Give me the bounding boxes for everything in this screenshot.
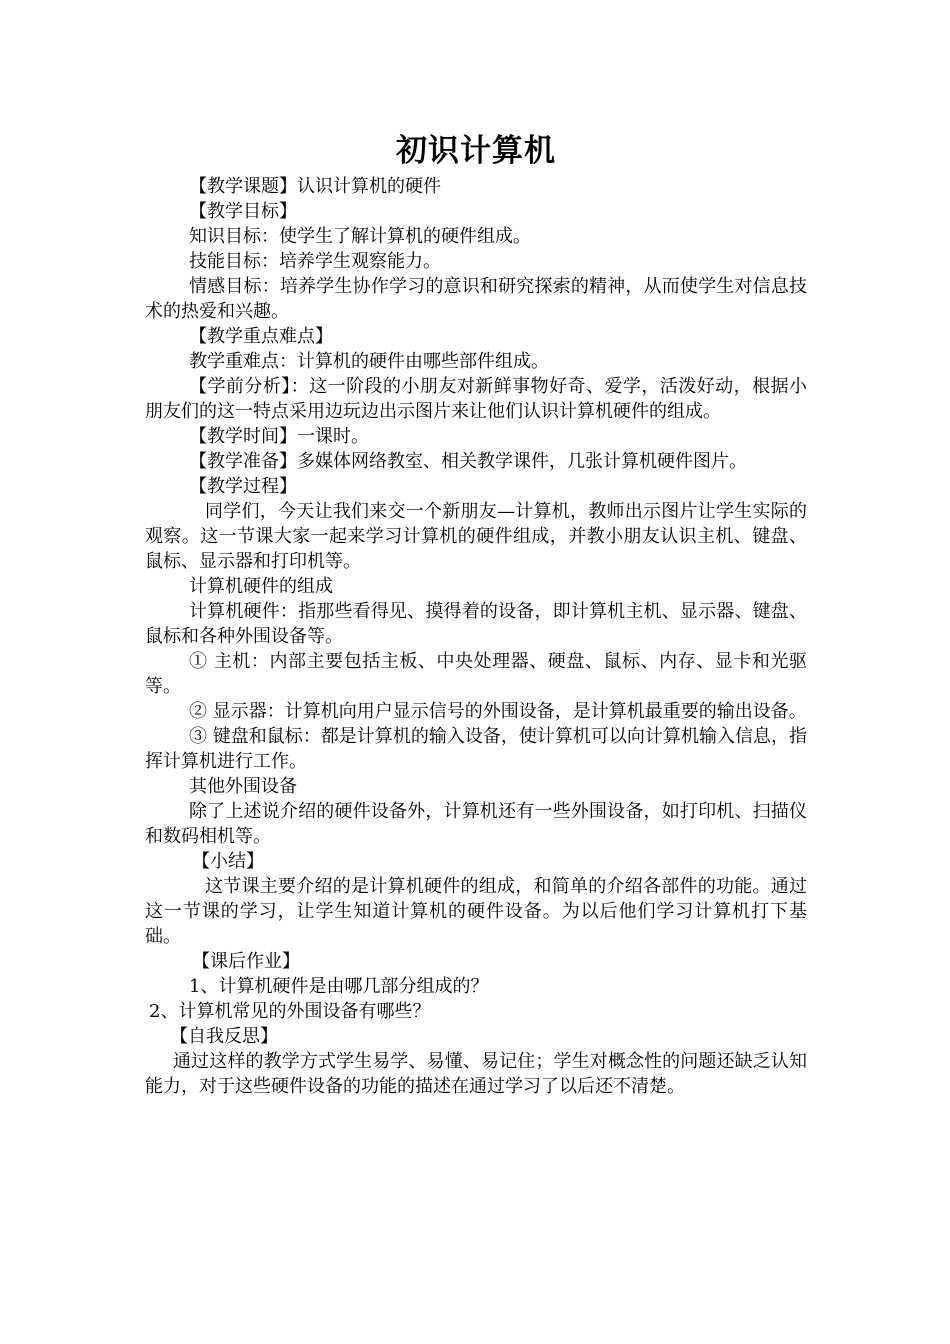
peripherals-heading: 其他外围设备 [189,776,297,797]
hardware-composition-heading: 计算机硬件的组成 [189,576,333,597]
peripherals-text: 除了上述说介绍的硬件设备外，计算机还有一些外围设备，如打印机、扫描仪和数码相机等。 [145,801,807,847]
section-summary-heading: 【小结】 [192,851,264,872]
teaching-time: 【教学时间】一课时。 [189,426,369,447]
section-reflection-heading: 【自我反思】 [170,1026,278,1047]
section-homework-heading: 【课后作业】 [192,951,300,972]
homework-item-2: 2、计算机常见的外围设备有哪些？ [149,1001,431,1022]
section-goals-heading: 【教学目标】 [189,201,297,222]
section-key-points-heading: 【教学重点难点】 [189,326,333,347]
summary-text: 这节课主要介绍的是计算机硬件的组成，和简单的介绍各部件的功能。通过这一节课的学习，让学生知道计算机的硬件设备。为以后他们学习计算机打下基础。 [145,876,807,947]
document-title: 初识计算机 [396,133,556,169]
reflection-text: 通过这样的教学方式学生易学、易懂、易记住；学生对概念性的问题还缺乏认知能力，对于这些硬件设备的功能的描述在通过学习了以后还不清楚。 [145,1051,807,1097]
key-points: 教学重难点：计算机的硬件由哪些部件组成。 [189,351,549,372]
pre-analysis: 【学前分析】：这一阶段的小朋友对新鲜事物好奇、爱学，活泼好动，根据小朋友们的这一特点采用边玩边出示图片来让他们认识计算机硬件的组成。 [145,376,807,422]
document-page [145,128,807,1099]
section-topic: 【教学课题】认识计算机的硬件 [189,176,441,197]
skill-goal: 技能目标：培养学生观察能力。 [189,251,441,272]
item-monitor: ② 显示器：计算机向用户显示信号的外围设备，是计算机最重要的输出设备。 [189,701,807,722]
item-host: ① 主机：内部主要包括主板、中央处理器、硬盘、鼠标、内存、显卡和光驱等。 [145,651,807,697]
process-intro: 同学们，今天让我们来交一个新朋友—计算机，教师出示图片让学生实际的观察。这一节课大家一起来学习计算机的硬件组成，并教小朋友认识主机、键盘、鼠标、显示器和打印机等。 [145,501,807,572]
teaching-preparation: 【教学准备】多媒体网络教室、相关教学课件，几张计算机硬件图片。 [189,451,747,472]
emotion-goal: 情感目标：培养学生协作学习的意识和研究探索的精神，从而使学生对信息技术的热爱和兴趣。 [145,276,807,322]
homework-item-1: 1、计算机硬件是由哪几部分组成的？ [189,976,489,997]
knowledge-goal: 知识目标：使学生了解计算机的硬件组成。 [189,226,531,247]
item-keyboard-mouse: ③ 键盘和鼠标：都是计算机的输入设备，使计算机可以向计算机输入信息，指挥计算机进行工作。 [145,726,807,772]
hardware-definition: 计算机硬件：指那些看得见、摸得着的设备，即计算机主机、显示器、键盘、鼠标和各种外围设备等。 [145,601,807,647]
section-process-heading: 【教学过程】 [189,476,297,497]
